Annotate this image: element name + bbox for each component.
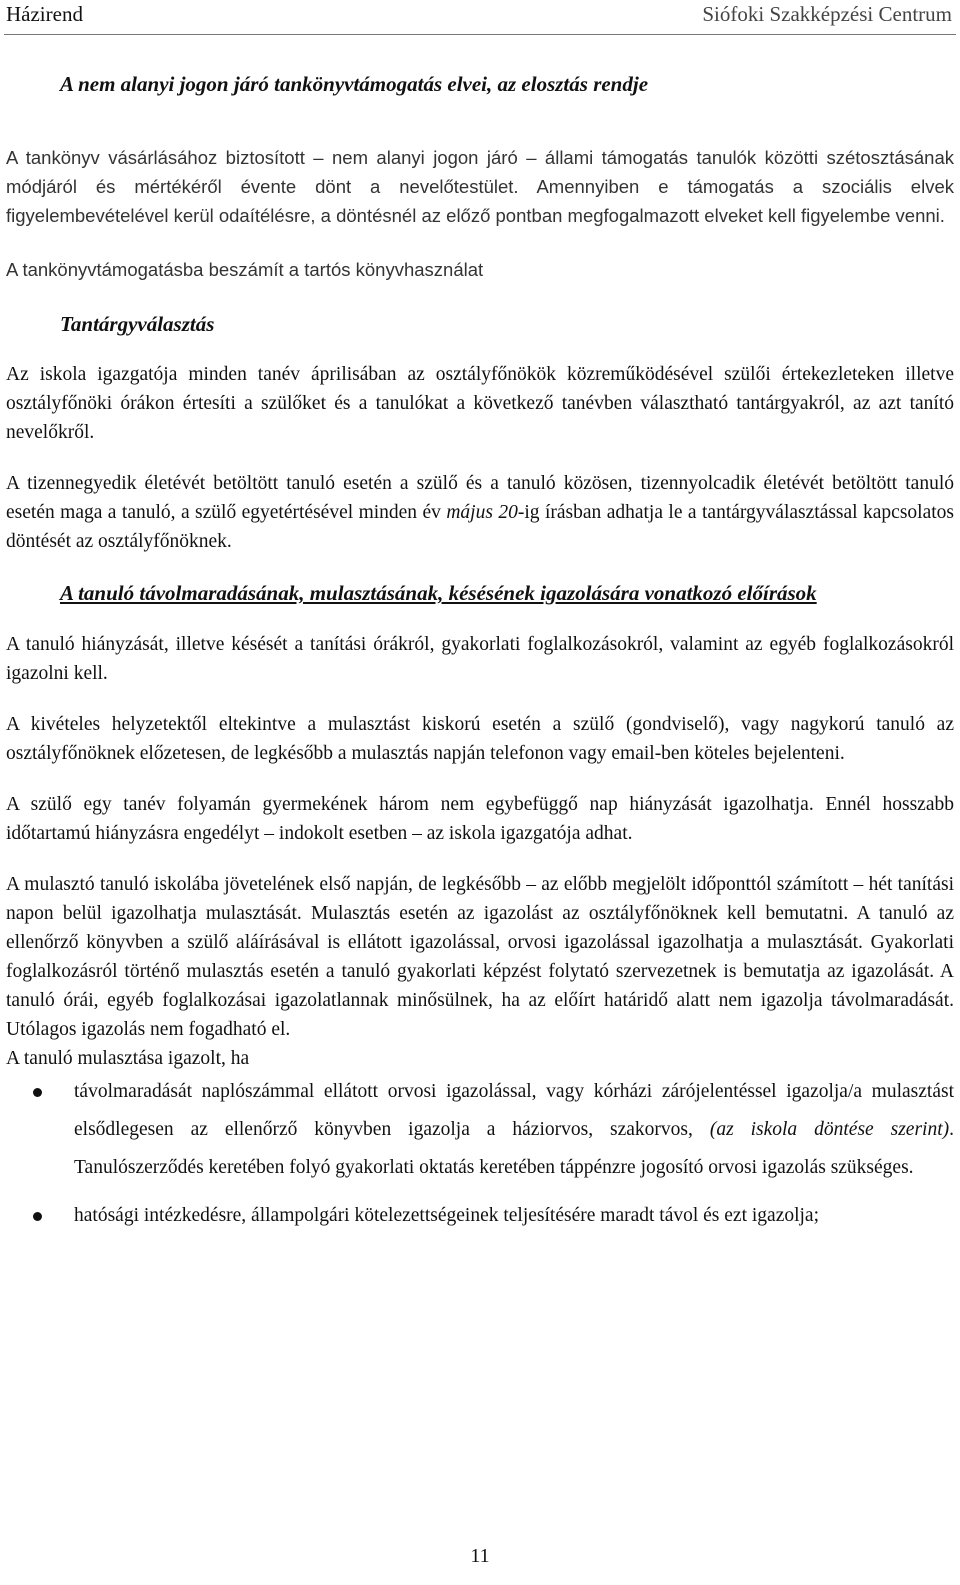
deadline-date: május 20 <box>446 502 518 523</box>
bullet-text: hatósági intézkedésre, állampolgári kötelezettségeinek teljesítésére maradt távol és ezt igazolja; <box>74 1205 820 1226</box>
bullet-italic-note: (az iskola döntése szerint) <box>709 1119 950 1140</box>
section-heading-absence-rules: A tanuló távolmaradásának, mulasztásának, késésének igazolására vonatkozó előírások <box>60 581 817 605</box>
deadline-text-end: -ig írásban adhatja le a tantárgyválasztással kapcsolatos döntését az osztályfőnöknek. <box>6 502 955 552</box>
list-item <box>6 1197 954 1235</box>
document-body <box>6 70 954 1235</box>
justification-list <box>6 1073 954 1235</box>
header-divider <box>4 34 956 35</box>
section-heading-textbook-support: A nem alanyi jogon járó tankönyvtámogatás elvei, az elosztás rendje <box>60 72 649 96</box>
paragraph-subject-info: Az iskola igazgatója minden tanév áprilisában az osztályfőnökök közreműködésével szülői értekezleteken illetve osztályfőnöki órákon értesíti a szülőket és a tanulókat a következő tanévben választható tantárgyakról, az azt tanító nevelőkről. <box>6 364 954 443</box>
bullet-icon <box>33 1212 42 1221</box>
header-institution: Siófoki Szakképzési Centrum <box>702 2 952 26</box>
section-heading-subject-choice: Tantárgyválasztás <box>60 312 215 336</box>
deadline-text-start: A tizennegyedik életévét betöltött tanuló esetén a szülő és a tanuló közösen, tizennyolcadik életévét betöltött tanuló esetén maga a tanuló, a szülő egyetértésével minden év <box>6 473 954 523</box>
paragraph-parent-justify: A szülő egy tanév folyamán gyermekének három nem egybefüggő nap hiányzását igazolhatja. Ennél hosszabb időtartamú hiányzásra engedélyt – indokolt esetben – az iskola igazgatója adhat. <box>6 794 954 844</box>
bullet-text-start: távolmaradását naplószámmal ellátott orvosi igazolással, vagy kórházi zárójelentéssel igazolja/a mulasztást elsődlegesen az ellenőrző könyvben igazolja a háziorvos, szakorvos, <box>74 1081 954 1140</box>
paragraph-absence-report: A kivételes helyzetektől eltekintve a mulasztást kiskorú esetén a szülő (gondviselő), vagy nagykorú tanuló az osztályfőnöknek előzetesen, de legkésőbb a mulasztás napján telefonon vagy email-ben köteles bejelenteni. <box>6 714 954 764</box>
paragraph-justified-if: A tanuló mulasztása igazolt, ha <box>6 1048 250 1069</box>
page-number: 11 <box>470 1545 490 1567</box>
paragraph-durable-book-use: A tankönyvtámogatásba beszámít a tartós könyvhasználat <box>6 259 484 280</box>
bullet-text-end: . Tanulószerződés keretében folyó gyakorlati oktatás keretében táppénzre jogosító orvosi igazolás szükséges. <box>74 1119 954 1178</box>
paragraph-textbook-distribution: A tankönyv vásárlásához biztosított – nem alanyi jogon járó – állami támogatás tanulók közötti szétosztásának módjáról és mértékéről évente dönt a nevelőtestület. Amennyiben e támogatás a szociális elvek figyelembevételével kerül odaítélésre, a döntésnél az előző pontban megfogalmazott elveket kell figyelembe venni. <box>6 147 954 226</box>
list-item <box>6 1073 954 1187</box>
bullet-icon <box>33 1088 42 1097</box>
paragraph-absence-justify: A tanuló hiányzását, illetve késését a tanítási órákról, gyakorlati foglalkozásokról, valamint az egyéb foglalkozásokról igazolni kell. <box>6 634 954 684</box>
paragraph-subject-deadline <box>6 469 954 556</box>
paragraph-justify-deadline: A mulasztó tanuló iskolába jövetelének első napján, de legkésőbb – az előbb megjelölt időponttól számított – hét tanítási napon belül igazolhatja mulasztását. Mulasztás esetén az igazolást az osztályfőnöknek kell bemutatni. A tanuló az ellenőrző könyvben a szülő aláírásával is ellátott igazolással, orvosi igazolással igazolhatja a mulasztását. Gyakorlati foglalkozásról történő mulasztás esetén a tanuló gyakorlati képzést folytató szervezetnek is bemutatja az igazolását. A tanuló órái, egyéb foglalkozásai igazolatlannak minősülnek, ha az előírt határidő alatt nem igazolja távolmaradását. Utólagos igazolás nem fogadható el. <box>6 874 954 1040</box>
header-title: Házirend <box>6 2 83 26</box>
